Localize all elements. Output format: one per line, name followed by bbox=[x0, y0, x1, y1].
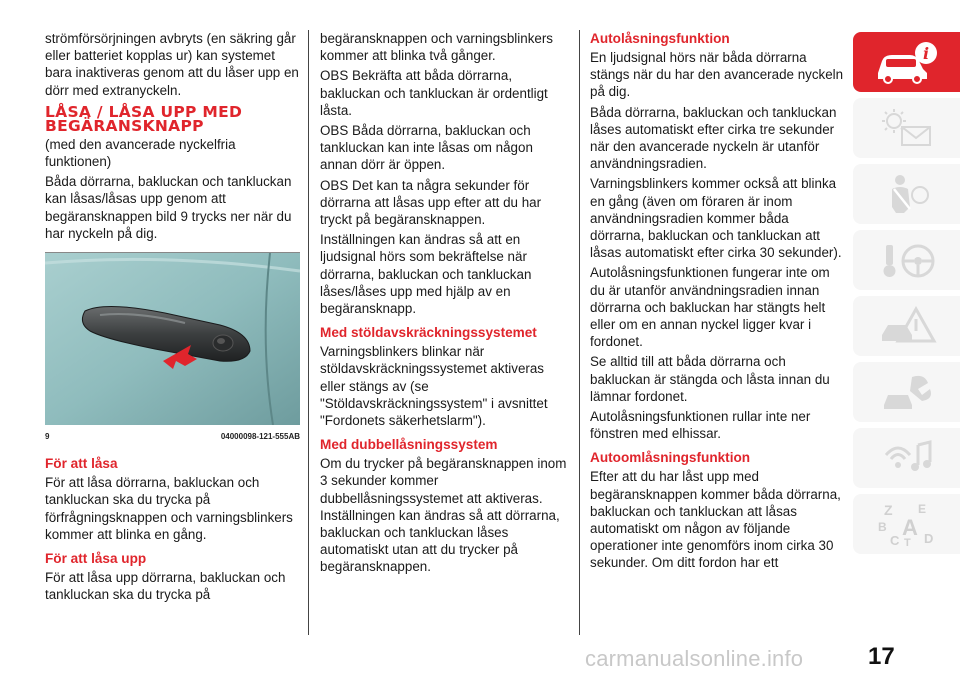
paragraph: Autolåsningsfunktionen rullar inte ner fönstren med elhissar. bbox=[590, 409, 811, 442]
svg-text:i: i bbox=[922, 44, 929, 63]
note-paragraph: OBS Det kan ta några sekunder för dörrarna att låsas upp efter att du har tryckt på begäransknappen. bbox=[320, 177, 542, 228]
subheading-autorelock: Autoomlåsningsfunktion bbox=[590, 450, 751, 466]
paragraph: Båda dörrarna, bakluckan och tankluckan kan låsas/låsas upp genom att begäransknappen bild 9 trycks ner när du har nyckeln på dig. bbox=[45, 174, 292, 241]
page-number: 17 bbox=[868, 643, 895, 670]
tab-emergency[interactable] bbox=[853, 296, 960, 356]
paragraph: En ljudsignal hörs när båda dörrarna stängs när du har den avancerade nyckeln på dig. bbox=[590, 50, 844, 100]
media-icon bbox=[872, 435, 942, 481]
tab-maintenance[interactable] bbox=[853, 362, 960, 422]
subheading-autolock: Autolåsningsfunktion bbox=[590, 31, 730, 46]
index-letter: E bbox=[917, 502, 926, 516]
watermark: carmanualsonline.info bbox=[585, 646, 804, 671]
index-letter: D bbox=[923, 531, 933, 546]
index-letter: Z bbox=[883, 502, 893, 518]
column-divider bbox=[308, 30, 309, 635]
figure-number: 9 bbox=[45, 432, 50, 442]
figure-caption bbox=[45, 428, 300, 445]
column-2 bbox=[320, 30, 570, 579]
section-heading: LÅSA / LÅSA UPP MED BEGÄRANSKNAPP bbox=[45, 102, 243, 135]
warning-lights-icon bbox=[872, 105, 942, 151]
paragraph: Se alltid till att båda dörrarna och bakluckan är stängda och låsta innan du lämnar fordonet. bbox=[590, 354, 830, 404]
door-handle-photo bbox=[45, 253, 300, 425]
chapter-tabs bbox=[853, 32, 960, 560]
paragraph: Varningsblinkers blinkar när stöldavskräckningssystemet aktiveras eller stängs av (se "Stöldavskräckningssystem" i avsnittet "Fordonets säkerhetslarm"). bbox=[320, 344, 548, 429]
subheading-double-lock: Med dubbellåsningssystem bbox=[320, 437, 498, 453]
airbag-seatbelt-icon bbox=[872, 171, 942, 217]
column-1 bbox=[45, 30, 300, 606]
alphabet-index-icon bbox=[872, 499, 942, 549]
figure-code: 04000098-121-555AB bbox=[220, 432, 300, 442]
index-letter: A bbox=[901, 515, 918, 540]
subheading-unlock: För att låsa upp bbox=[45, 551, 147, 567]
column-3 bbox=[590, 30, 845, 575]
car-info-icon bbox=[872, 39, 942, 85]
note-paragraph: OBS Bekräfta att båda dörrarna, bakluckan och tankluckan är ordentligt låsta. bbox=[320, 68, 548, 118]
index-letter: C bbox=[889, 533, 899, 548]
column-divider bbox=[579, 30, 580, 635]
paragraph: För att låsa upp dörrarna, bakluckan och tankluckan ska du trycka på bbox=[45, 570, 286, 603]
tab-key-steering[interactable] bbox=[853, 230, 960, 290]
index-letter: B bbox=[877, 520, 887, 534]
warning-triangle-icon bbox=[872, 303, 942, 349]
paragraph: begäransknappen och varningsblinkers kommer att blinka två gånger. bbox=[320, 31, 554, 64]
intro-paragraph: strömförsörjningen avbryts (en säkring går eller batteriet kopplas ur) kan systemet bara inaktiveras genom att du låser upp en dörr med extranyckeln. bbox=[45, 31, 299, 98]
note-paragraph: OBS Båda dörrarna, bakluckan och tankluckan kan inte låsas om någon annan dörr är öppen. bbox=[320, 123, 533, 173]
paragraph: Autolåsningsfunktionen fungerar inte om du är utanför användningsradien innan dörrarna och bakluckan har stängts helt eller om en annan nyckel ligger kvar i fordonet. bbox=[590, 265, 830, 350]
tab-safety[interactable] bbox=[853, 164, 960, 224]
paragraph: Varningsblinkers kommer också att blinka en gång (även om föraren är inom användningsradien kommer båda dörrarna, bakluckan och tankluckan att låsas automatiskt efter cirka 30 sekunder). bbox=[590, 176, 842, 261]
tab-warning-lights[interactable] bbox=[853, 98, 960, 158]
door-handle-figure bbox=[45, 252, 300, 425]
paragraph: Båda dörrarna, bakluckan och tankluckan låses automatiskt efter cirka tre sekunder när den avancerade nyckeln är utanför användningsradien. bbox=[590, 104, 837, 172]
subheading-lock: För att låsa bbox=[45, 456, 118, 472]
wrench-car-icon bbox=[872, 369, 942, 415]
tab-index[interactable] bbox=[853, 494, 960, 554]
paragraph: Om du trycker på begäransknappen inom 3 sekunder kommer dubbellåsningssystemet att aktiveras. Inställningen kan ändras så att dörrarna, bakluckan och tankluckan låses automatiskt utan att du trycker på begäransknappen. bbox=[320, 456, 567, 575]
tab-car-info[interactable] bbox=[853, 32, 960, 92]
key-steering-icon bbox=[872, 237, 942, 283]
index-letter: T bbox=[903, 537, 911, 549]
paragraph: Efter att du har låst upp med begäransknappen kommer båda dörrarna, bakluckan och tankluckan att låsas automatiskt om någon av följande operationer inte genomförs inom cirka 30 sekunder. Om ditt fordon har ett bbox=[590, 469, 841, 571]
subheading-theft: Med stöldavskräckningssystemet bbox=[320, 325, 537, 341]
tab-media[interactable] bbox=[853, 428, 960, 488]
paragraph: Inställningen kan ändras så att en ljudsignal hörs som bekräftelse när dörrarna, bakluckan och tankluckan låses/låses upp med hjälp av en begäransknapp. bbox=[320, 232, 532, 317]
paragraph: För att låsa dörrarna, bakluckan och tankluckan ska du trycka på förfrågningsknappen och varningsblinkers kommer att blinka en gång. bbox=[45, 475, 293, 542]
paragraph: (med den avancerade nyckelfria funktionen) bbox=[45, 136, 236, 170]
